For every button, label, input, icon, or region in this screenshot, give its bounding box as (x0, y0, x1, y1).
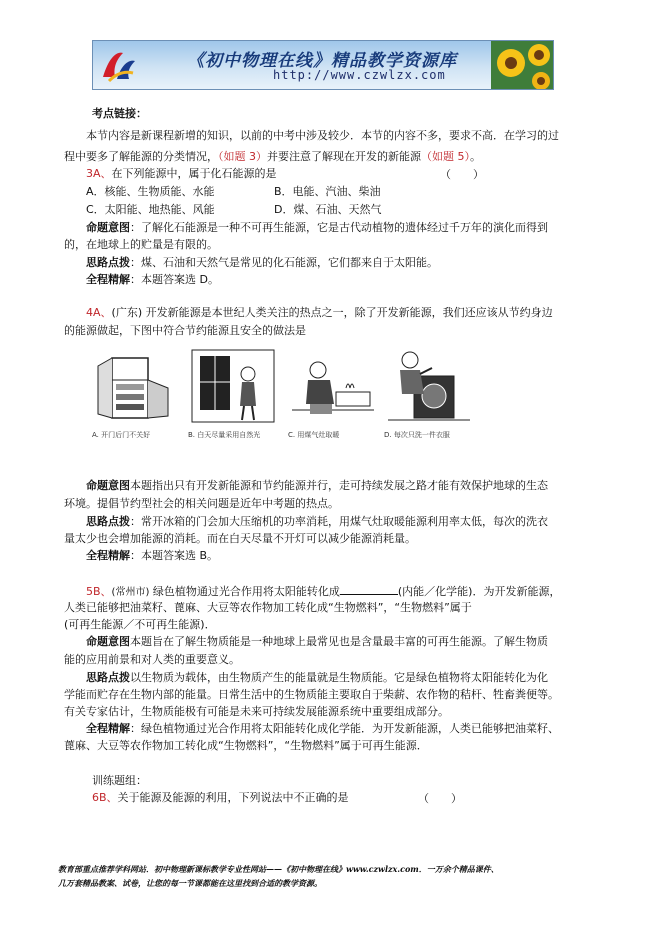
q5-answer-line-2: 蓖麻、大豆等农作物加工转化成“生物燃料”，“生物燃料”属于可再生能源． (64, 739, 428, 752)
q6-stem (92, 790, 349, 805)
section-title: 考点链接： (92, 107, 147, 120)
answer-text: ：绿色植物通过光合作用将太阳能转化成化学能．为开发新能源，人类已能够把油菜籽、 (130, 722, 559, 735)
q4-intent-line-1 (86, 478, 548, 493)
sunflower-image (491, 41, 553, 89)
q5-blank[interactable] (340, 583, 398, 595)
q5-text: (内能／化学能)．为开发新能源， (397, 585, 561, 598)
page-footer (58, 862, 618, 890)
q3-intent-line-1 (86, 220, 548, 235)
q4-source: (广东) (111, 306, 143, 319)
intent-text: ：了解化石能源是一种不可再生能源，它是古代动植物的遗体经过千万年的演化而得到 (130, 221, 548, 234)
q3-answer (86, 272, 219, 287)
q5-thought-line-3: 有关专家估计，生物质能极有可能是未来可持续发展能源系统中重要组成部分。 (64, 705, 449, 718)
thought-label: 思路点拨 (86, 515, 130, 528)
q4-illustrations (92, 344, 482, 450)
q5-thought-line-1 (86, 670, 548, 685)
q6-number: 6B、 (92, 791, 118, 804)
q3-option-b: B．电能、汽油、柴油 (274, 185, 381, 198)
caption-d: D. 每次只洗一件衣服 (384, 431, 450, 439)
banner-title: 《初中物理在线》精品教学资源库 (187, 51, 457, 71)
q5-number: 5B、 (86, 585, 112, 598)
q3-intent-line-2: 的，在地球上的贮量是有限的。 (64, 238, 218, 251)
answer-label: 全程精解 (86, 273, 130, 286)
footer-line-1: 教育部重点推荐学科网站．初中物理新课标教学专业性网站——《初中物理在线》www.czwlzx.com．一万余个精品课件、 (58, 864, 499, 874)
intro-ref-q5: （如题 5） (421, 150, 470, 163)
answer-text: ：本题答案选 B。 (130, 549, 219, 562)
q3-text: 在下列能源中，属于化石能源的是 (111, 167, 277, 180)
thought-text: ：煤、石油和天然气是常见的化石能源，它们都来自于太阳能。 (130, 256, 438, 269)
thought-text: 以生物质为载体，由生物质产生的能量就是生物质能。它是绿色植物将太阳能转化为化 (130, 671, 548, 684)
q4-number: 4A、 (86, 306, 112, 319)
q4-stem-line-1 (86, 305, 553, 320)
site-banner (92, 40, 554, 90)
q5-answer-line-1 (86, 721, 559, 736)
answer-label: 全程精解 (86, 722, 130, 735)
intro-text: 。 (470, 150, 481, 163)
q4-thought-line-2: 量太少也会增加能源的消耗。而在白天尽量不开灯可以减少能源消耗量。 (64, 532, 416, 545)
intro-ref-q3: （如题 3） (218, 150, 267, 163)
q3-option-c: C．太阳能、地热能、风能 (86, 203, 215, 216)
intro-line-1: 本节内容是新课程新增的知识，以前的中考中涉及较少．本节的内容不多，要求不高．在学习的过 (86, 129, 559, 142)
q3-answer-paren: （ ） (440, 168, 484, 181)
answer-label: 全程精解 (86, 549, 130, 562)
thought-text: ：常开冰箱的门会加大压缩机的功率消耗，用煤气灶取暖能源利用率太低，每次的洗衣 (130, 515, 548, 528)
q4-stem-line-2: 的能源做起，下图中符合节约能源且安全的做法是 (64, 324, 306, 337)
washing-machine-illustration (384, 344, 474, 426)
q5-stem-line-1 (86, 583, 560, 600)
intro-line-2 (64, 149, 481, 164)
q3-thought (86, 255, 438, 270)
q3-stem (86, 166, 277, 181)
thought-label: 思路点拨 (86, 256, 130, 269)
gas-stove-heating-illustration (288, 344, 378, 426)
q5-intent-line-2: 能的应用前景和对人类的重要意义。 (64, 653, 240, 666)
q3-option-d: D．煤、石油、天然气 (274, 203, 382, 216)
answer-text: ：本题答案选 D。 (130, 273, 219, 286)
q6-answer-paren: （ ） (418, 792, 462, 805)
caption-c: C. 用煤气灶取暖 (288, 431, 340, 439)
thought-label: 思路点拨 (86, 671, 130, 684)
intro-text: 并要注意了解现在开发的新能源 (267, 150, 421, 163)
q5-text: 绿色植物通过光合作用将太阳能转化成 (152, 585, 340, 598)
intent-label: 命题意图 (86, 635, 130, 648)
caption-a: A. 开门后门不关好 (92, 431, 151, 439)
q5-source: (常州市) (111, 587, 150, 598)
intent-label: 命题意图 (86, 479, 130, 492)
training-title: 训练题组： (92, 774, 147, 787)
daylight-illustration (188, 344, 278, 426)
q4-thought-line-1 (86, 514, 548, 529)
banner-url[interactable]: http://www.czwlzx.com (273, 68, 446, 82)
q4-text: 开发新能源是本世纪人类关注的热点之一，除了开发新能源，我们还应该从节约身边 (145, 306, 553, 319)
site-logo-icon (99, 47, 139, 83)
q5-intent-line-1 (86, 634, 548, 649)
open-fridge-illustration (92, 344, 182, 426)
q5-stem-line-2: 人类已能够把油菜籽、蓖麻、大豆等农作物加工转化成“生物燃料”，“生物燃料”属于 (64, 601, 472, 614)
q4-answer (86, 548, 218, 563)
q5-thought-line-2: 学能而贮存在生物内部的能量。日常生活中的生物质能主要取自于柴薪、农作物的秸杆、牲畜粪便等。 (64, 688, 559, 701)
intent-text: 本题旨在了解生物质能是一种地球上最常见也是含量最丰富的可再生能源。了解生物质 (130, 635, 548, 648)
footer-line-2: 几万套精品教案、试卷，让您的每一节课都能在这里找到合适的教学资源。 (58, 878, 322, 888)
q3-number: 3A、 (86, 167, 112, 180)
intro-text: 程中要多了解能源的分类情况， (64, 150, 218, 163)
q6-text: 关于能源及能源的利用，下列说法中不正确的是 (117, 791, 349, 804)
q4-intent-line-2: 环境。提倡节约型社会的相关问题是近年中考题的热点。 (64, 497, 339, 510)
q5-stem-line-3: (可再生能源／不可再生能源)． (64, 618, 216, 631)
intent-text: 本题指出只有开发新能源和节约能源并行，走可持续发展之路才能有效保护地球的生态 (130, 479, 548, 492)
q3-option-a: A．核能、生物质能、水能 (86, 185, 215, 198)
intent-label: 命题意图 (86, 221, 130, 234)
caption-b: B. 白天尽量采用自然光 (188, 431, 261, 439)
